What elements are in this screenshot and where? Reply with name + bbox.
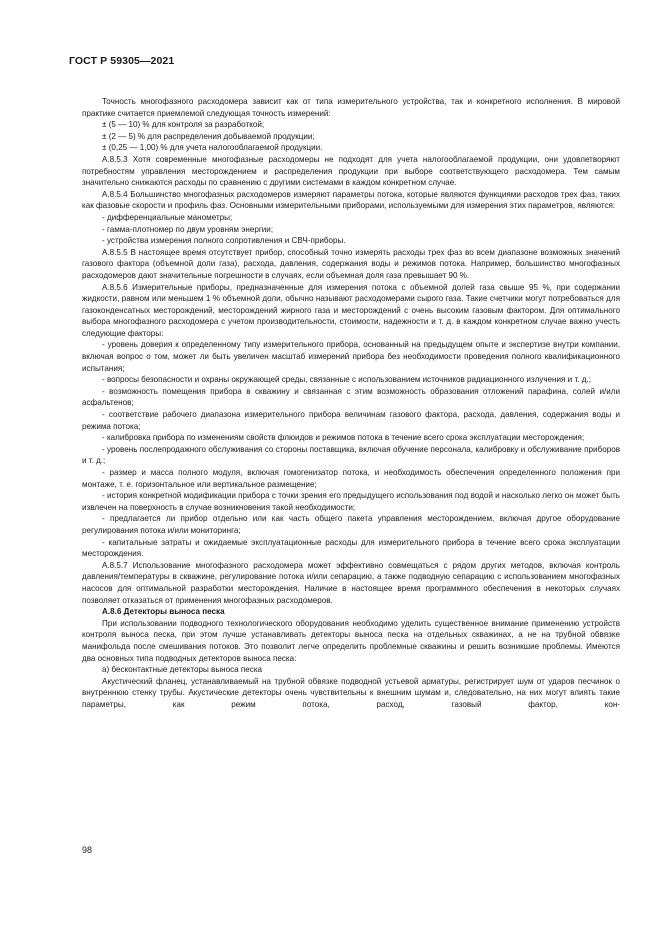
list-item-noncontact-detectors: а) бесконтактные детекторы выноса песка [102, 665, 263, 675]
list-item-diff-manometers: - дифференциальные манометры; [102, 212, 233, 222]
list-item-production-allocation: ± (2 — 5) % для распределения добываемой продукции; [102, 131, 315, 141]
body-text [82, 96, 620, 710]
list-item-fiscal-metering: ± (0,25 — 1,00) % для учета налогооблагаемой продукции. [102, 143, 323, 153]
list-item-calibration: - калибровка прибора по изменениям свойств флюидов и режимов потока в течение всего срока эксплуатации месторождения; [102, 433, 585, 443]
list-item-package: - предлагается ли прибор отдельно или как часть общего пакета управления месторождением, включая другое оборудование регулирования потока и/или мониторинга; [82, 514, 620, 535]
paragraph-a856: А.8.5.6 Измерительные приборы, предназначенные для измерения потока с объемной долей газа свыше 95 %, при содержании жидкости, равном или меньшем 1 % объемной доли, обычно называют расходомерами сырого газа. Такие счетчики могут потребоваться для газоконденсатных месторождений, месторождений жирного газа и месторождений с очень высоким газовым фактором. Для оптимального выбора многофазного расходомера с учетом производительности, стоимости, надежности и т. д. в каждом конкретном случае важно учесть следующие факторы: [82, 282, 620, 338]
list-item-costs: - капитальные затраты и ожидаемые эксплуатационные расходы для измерительного прибора в течение всего срока эксплуатации месторождения. [82, 537, 620, 559]
list-item-history: - история конкретной модификации прибора с точки зрения его предыдущего использования под водой и насколько легко он может быть извлечен на поверхность в случае возникновения такой необходимости; [82, 491, 620, 512]
list-item-operating-range: - соответствие рабочего диапазона измерительного прибора величинам газового фактора, расхода, давления, содержания воды и режима потока; [82, 410, 620, 431]
section-heading-a86: А.8.6 Детекторы выноса песка [102, 607, 225, 617]
list-item-module-size: - размер и масса полного модуля, включая гомогенизатор потока, и необходимость обеспечения определенного положения при монтаже, т. е. горизонтальное или вертикальное размещение; [82, 468, 620, 489]
standard-header: ГОСТ Р 59305—2021 [69, 55, 175, 67]
list-item-service-level: - уровень послепродажного обслуживания со стороны поставщика, включая обучение персонала, калибровку и обслуживание приборов и т. д.; [82, 444, 620, 466]
paragraph-acoustic-flange: Акустический фланец, устанавливаемый на трубной обвязке подводной устьевой арматуры, регистрирует шум от ударов песчинок о внутреннюю стенку трубы. Акустические детекторы очень чувствительны к внешним шумам и, следовательно, на них могут влиять такие параметры, как режим потока, расход, газовый фактор, кон- [82, 676, 620, 709]
paragraph-a855: А.8.5.5 В настоящее время отсутствует прибор, способный точно измерять расходы трех фаз во всем диапазоне возможных значений газового фактора (объемной доли газа), расхода, давления, содержания воды и режимов потока. Например, большинство многофазных расходомеров дают значительные погрешности в случаях, если объемная доля газа превышает 90 %. [82, 247, 620, 280]
paragraph-a853: А.8.5.3 Хотя современные многофазные расходомеры не подходят для учета налогооблагаемой продукции, они удовлетворяют потребностям управления месторождением и распределения продукции при выборе соответствующего расходомера. Тем самым значительно снижаются расходы по сравнению с другими системами в каждом конкретном случае. [82, 154, 620, 188]
paragraph-sand-detectors: При использовании подводного технологического оборудования необходимо уделить существенное внимание применению устройств контроля выноса песка, при этом лучше устанавливать детекторы выноса песка на отдельных скважинах, а не на трубной обвязке манифольда после смешивания потоков. Это позволит легче определить проблемные скважины и решить возникшие проблемы. Имеются два основных типа подводных детекторов выноса песка: [82, 618, 620, 663]
list-item-trust-level: - уровень доверия к определенному типу измерительного прибора, основанный на предыдущем опыте и экспертизе внутри компании, включая вопрос о том, может ли быть увеличен масштаб измерений прибора без необходимости проведения полного квалификационного испытания; [82, 340, 620, 373]
list-item-development-control: ± (5 — 10) % для контроля за разработкой; [102, 120, 265, 130]
page-number: 98 [82, 845, 93, 855]
list-item-gamma-densitometer: - гамма-плотномер по двум уровням энергии; [102, 224, 274, 234]
list-item-impedance-microwave: - устройства измерения полного сопротивления и СВЧ-приборы. [102, 236, 346, 246]
list-item-downhole-placement: - возможность помещения прибора в скважину и связанная с этим возможность образования отложений парафина, солей и/или асфальтенов; [82, 386, 620, 408]
paragraph-accuracy-intro: Точность многофазного расходомера зависит как от типа измерительного устройства, так и конкретного исполнения. В мировой практике считается приемлемой следующая точность измерений: [82, 97, 620, 118]
paragraph-a854: А.8.5.4 Большинство многофазных расходомеров измеряют параметры потока, которые являются функциями расходов трех фаз, таких как фазовые скорости и профиль фаз. Основными измерительными приборами, используемыми для измерения этих параметров, являются: [82, 189, 620, 211]
paragraph-a857: А.8.5.7 Использование многофазного расходомера может эффективно совмещаться с рядом других методов, включая контроль давления/температуры в скважине, регулирование потока и/или сепарацию, а также подводную сепарацию с использованием многофазных насосов для оптимальной разработки месторождения. Наличие в настоящее время программного обеспечения в некоторых случаях позволяет отказаться от применения многофазных расходомеров. [82, 560, 620, 605]
list-item-safety: - вопросы безопасности и охраны окружающей среды, связанные с использованием источников радиационного излучения и т. д.; [102, 375, 591, 385]
